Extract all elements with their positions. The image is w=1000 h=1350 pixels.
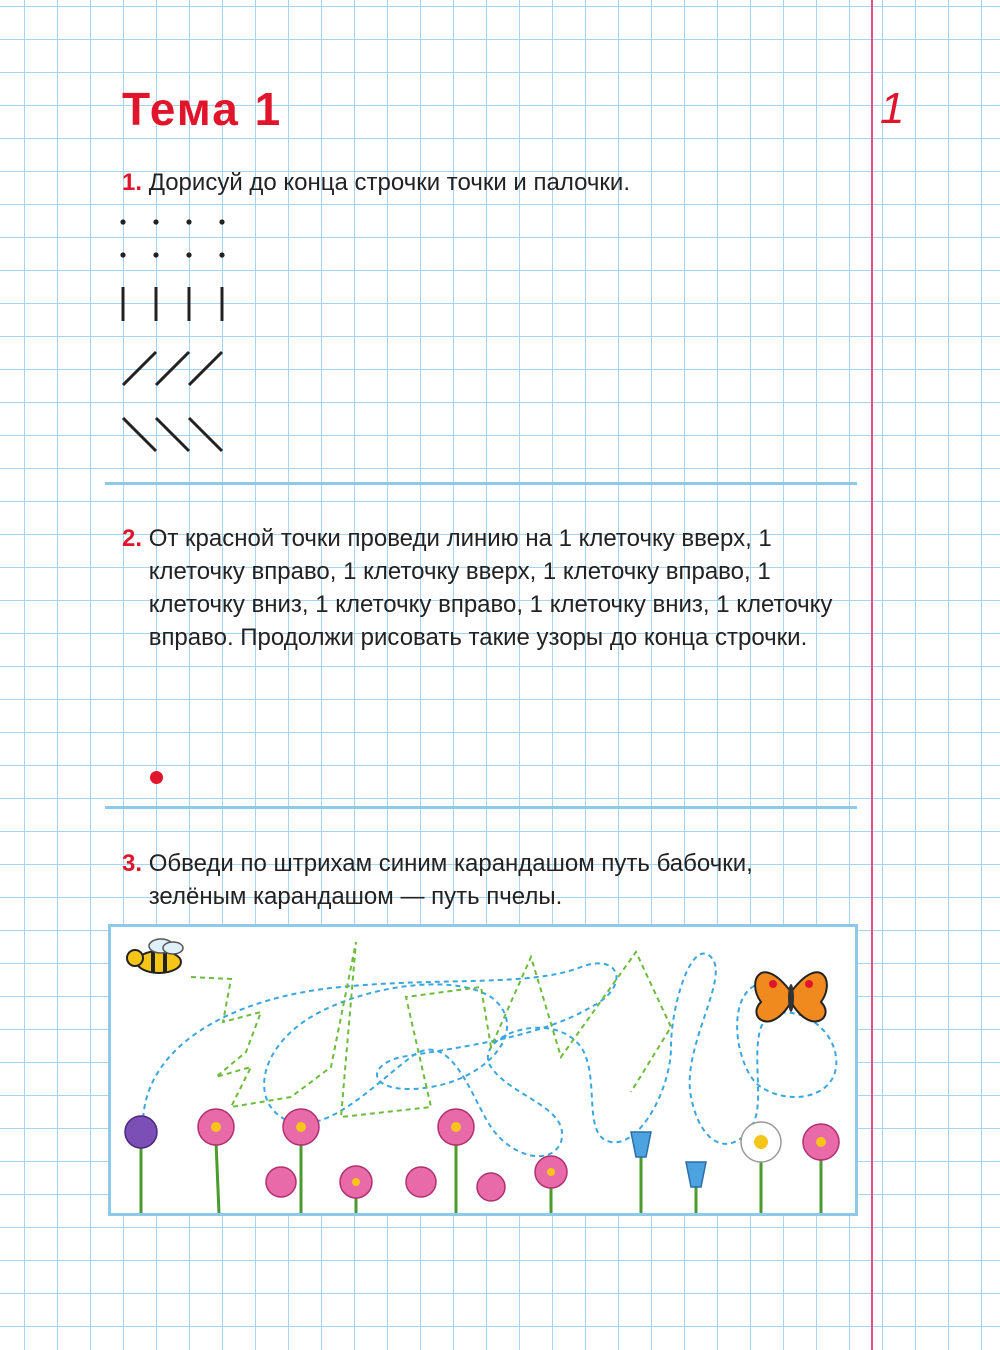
- butterfly-path: [143, 953, 836, 1156]
- dots-row-1: [120, 219, 224, 224]
- task-2: [122, 522, 839, 654]
- vertical-sticks-row: [123, 287, 222, 321]
- task-1-text: Дорисуй до конца строчки точки и палочки.: [148, 169, 630, 196]
- page-number: 1: [880, 84, 905, 133]
- daisy-icon: [741, 1122, 781, 1162]
- task-1: [122, 166, 839, 199]
- task-1-sample-patterns: [110, 205, 250, 465]
- flowers-icon: [125, 1109, 839, 1213]
- section-divider-2: [105, 806, 857, 809]
- task-1-number: 1.: [122, 169, 143, 196]
- dots-row-2: [120, 252, 224, 257]
- backslash-sticks-row: [123, 418, 222, 451]
- page-margin-line: [871, 0, 873, 1350]
- topic-title: Тема 1: [122, 83, 283, 135]
- task-3: [122, 847, 839, 913]
- task-3-text: Обведи по штрихам синим карандашом путь бабочки, зелёным карандашом — путь пчелы.: [148, 850, 753, 910]
- task-2-text: От красной точки проведи линию на 1 клеточку вверх, 1 клеточку вправо, 1 клеточку вверх, 1 клеточку вправо, 1 клеточку вниз, 1 клеточку вправо, 1 клеточку вниз, 1 клеточку вправо. Продолжи рисовать такие узоры до конца строчки.: [148, 525, 833, 651]
- task-2-number: 2.: [122, 525, 143, 552]
- red-start-dot: [150, 771, 163, 784]
- paths-illustration-svg: [111, 927, 855, 1213]
- task-3-number: 3.: [122, 850, 143, 877]
- section-divider-1: [105, 482, 857, 485]
- butterfly-icon: [755, 972, 827, 1021]
- paths-illustration: [108, 924, 858, 1216]
- bee-icon: [127, 939, 183, 973]
- bee-path: [191, 942, 671, 1117]
- slash-sticks-row: [123, 352, 222, 385]
